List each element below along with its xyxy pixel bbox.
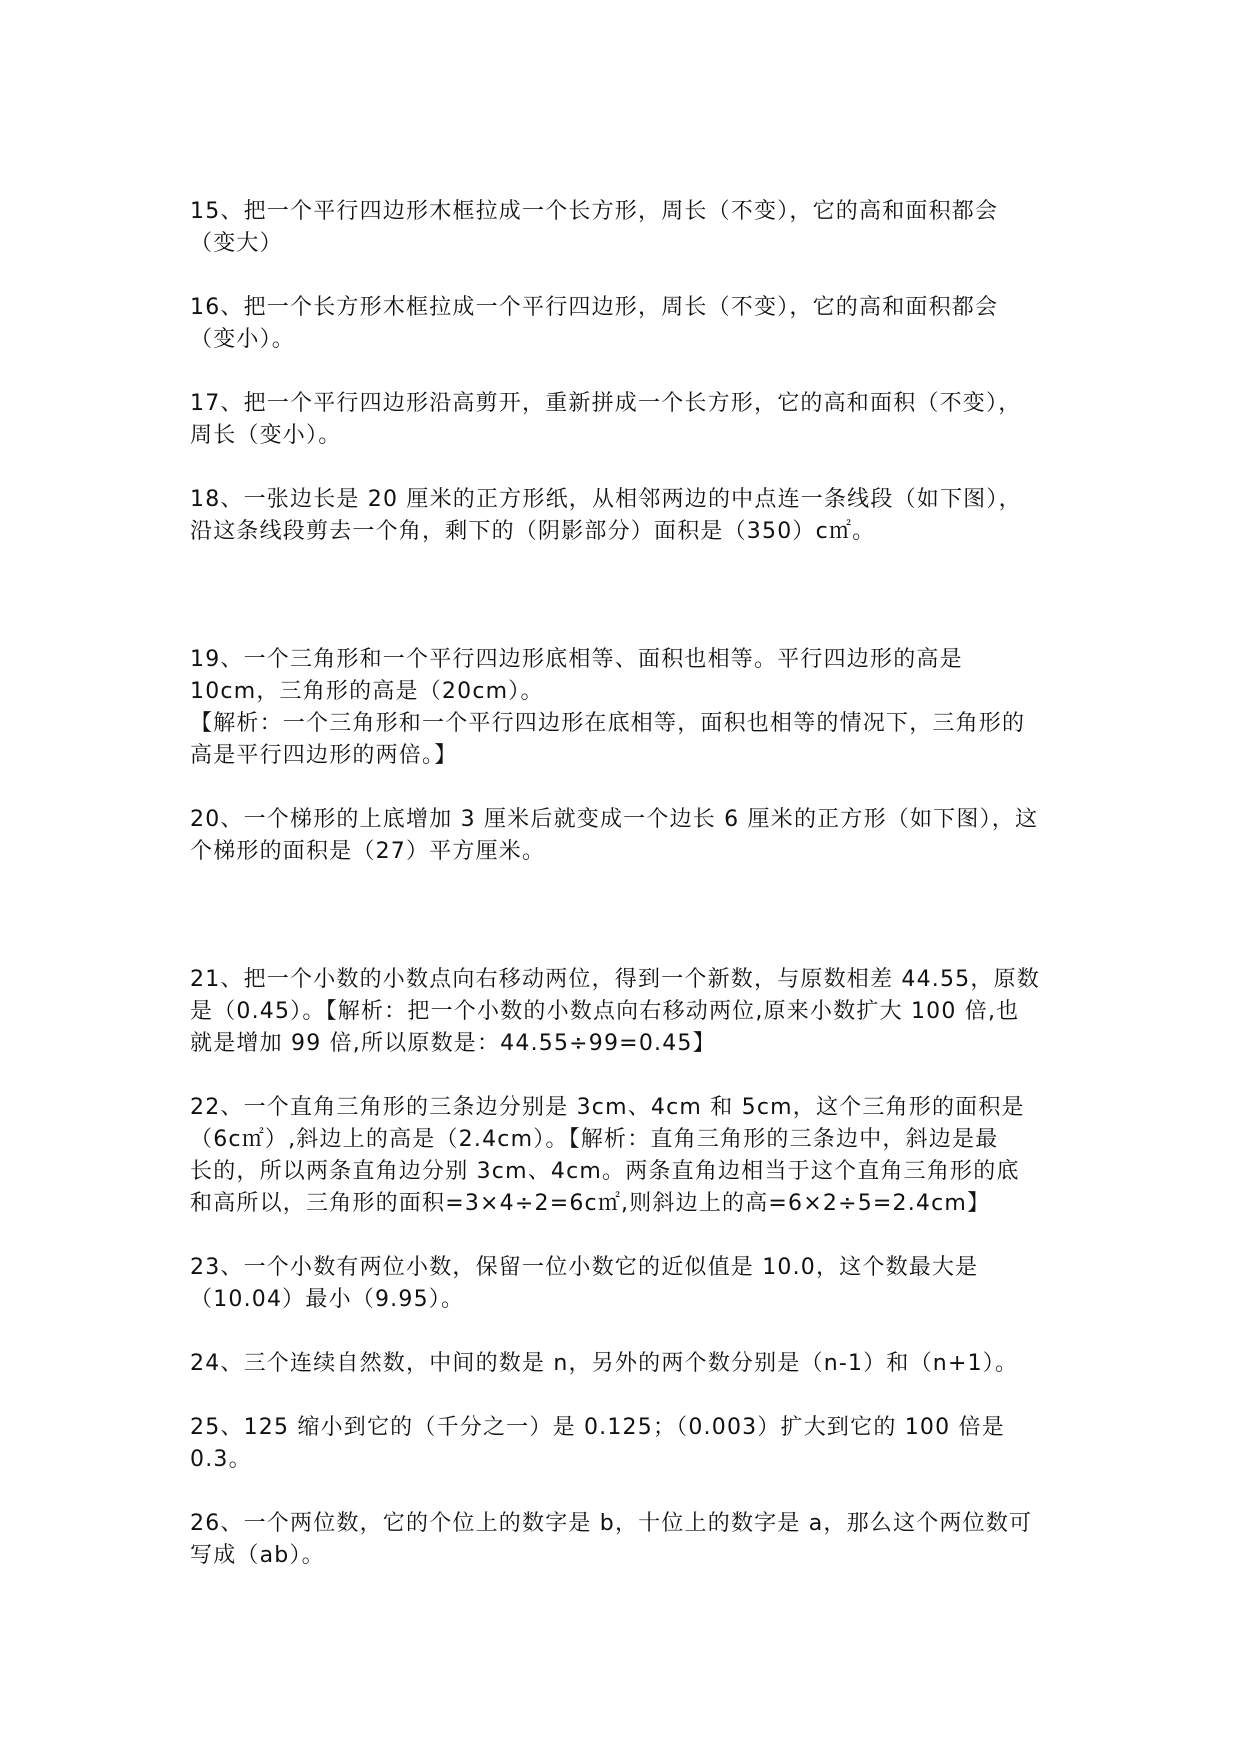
- question-line: 26、一个两位数，它的个位上的数字是 b，十位上的数字是 a，那么这个两位数可: [190, 1511, 1033, 1536]
- question-line: （6c㎡）,斜边上的高是（2.4cm）。【解析：直角三角形的三条边中，斜边是最: [190, 1127, 999, 1152]
- question-line: 0.3。: [190, 1447, 252, 1472]
- question-line: 18、一张边长是 20 厘米的正方形纸，从相邻两边的中点连一条线段（如下图），: [190, 487, 1022, 512]
- question-line: 20、一个梯形的上底增加 3 厘米后就变成一个边长 6 厘米的正方形（如下图），这: [190, 807, 1039, 832]
- question-line: （10.04）最小（9.95）。: [190, 1287, 465, 1312]
- question-22: [190, 1092, 1060, 1220]
- question-line: 周长（变小）。: [190, 423, 342, 448]
- question-line: 21、把一个小数的小数点向右移动两位，得到一个新数，与原数相差 44.55，原数: [190, 967, 1040, 992]
- question-line: 是（0.45）。【解析：把一个小数的小数点向右移动两位,原来小数扩大 100 倍,也: [190, 999, 1020, 1024]
- question-18: [190, 484, 1060, 548]
- question-line: 个梯形的面积是（27）平方厘米。: [190, 839, 546, 864]
- question-20: [190, 804, 1060, 868]
- question-line: 和高所以，三角形的面积=3×4÷2=6c㎡,则斜边上的高=6×2÷5=2.4cm】: [190, 1191, 991, 1216]
- question-line: 23、一个小数有两位小数，保留一位小数它的近似值是 10.0，这个数最大是: [190, 1255, 979, 1280]
- question-line: 【解析：一个三角形和一个平行四边形在底相等，面积也相等的情况下，三角形的: [190, 711, 1026, 736]
- question-line: 10cm，三角形的高是（20cm）。: [190, 679, 544, 704]
- question-line: 15、把一个平行四边形木框拉成一个长方形，周长（不变），它的高和面积都会: [190, 199, 999, 224]
- question-line: 16、把一个长方形木框拉成一个平行四边形，周长（不变），它的高和面积都会: [190, 295, 999, 320]
- question-25: [190, 1412, 1060, 1476]
- question-line: 25、125 缩小到它的（千分之一）是 0.125；（0.003）扩大到它的 100 倍是: [190, 1415, 1005, 1440]
- question-16: [190, 292, 1060, 356]
- question-line: （变小）。: [190, 327, 296, 352]
- question-23: [190, 1252, 1060, 1316]
- question-21: [190, 964, 1060, 1060]
- question-17: [190, 388, 1060, 452]
- question-26: [190, 1508, 1060, 1572]
- question-15: [190, 196, 1060, 260]
- question-line: 17、把一个平行四边形沿高剪开，重新拼成一个长方形，它的高和面积（不变），: [190, 391, 1022, 416]
- question-line: 24、三个连续自然数，中间的数是 n，另外的两个数分别是（n-1）和（n+1）。: [190, 1351, 1019, 1376]
- question-line: 写成（ab）。: [190, 1543, 325, 1568]
- question-line: 沿这条线段剪去一个角，剩下的（阴影部分）面积是（350）c㎡。: [190, 519, 876, 544]
- question-line: （变大）: [190, 231, 283, 256]
- question-line: 长的，所以两条直角边分别 3cm、4cm。两条直角边相当于这个直角三角形的底: [190, 1159, 1020, 1184]
- question-line: 就是增加 99 倍,所以原数是：44.55÷99=0.45】: [190, 1031, 716, 1056]
- question-line: 高是平行四边形的两倍。】: [190, 743, 458, 768]
- document-page: [190, 196, 1060, 1572]
- question-19: [190, 644, 1060, 772]
- question-line: 19、一个三角形和一个平行四边形底相等、面积也相等。平行四边形的高是: [190, 647, 963, 672]
- question-line: 22、一个直角三角形的三条边分别是 3cm、4cm 和 5cm，这个三角形的面积是: [190, 1095, 1025, 1120]
- question-24: [190, 1348, 1060, 1380]
